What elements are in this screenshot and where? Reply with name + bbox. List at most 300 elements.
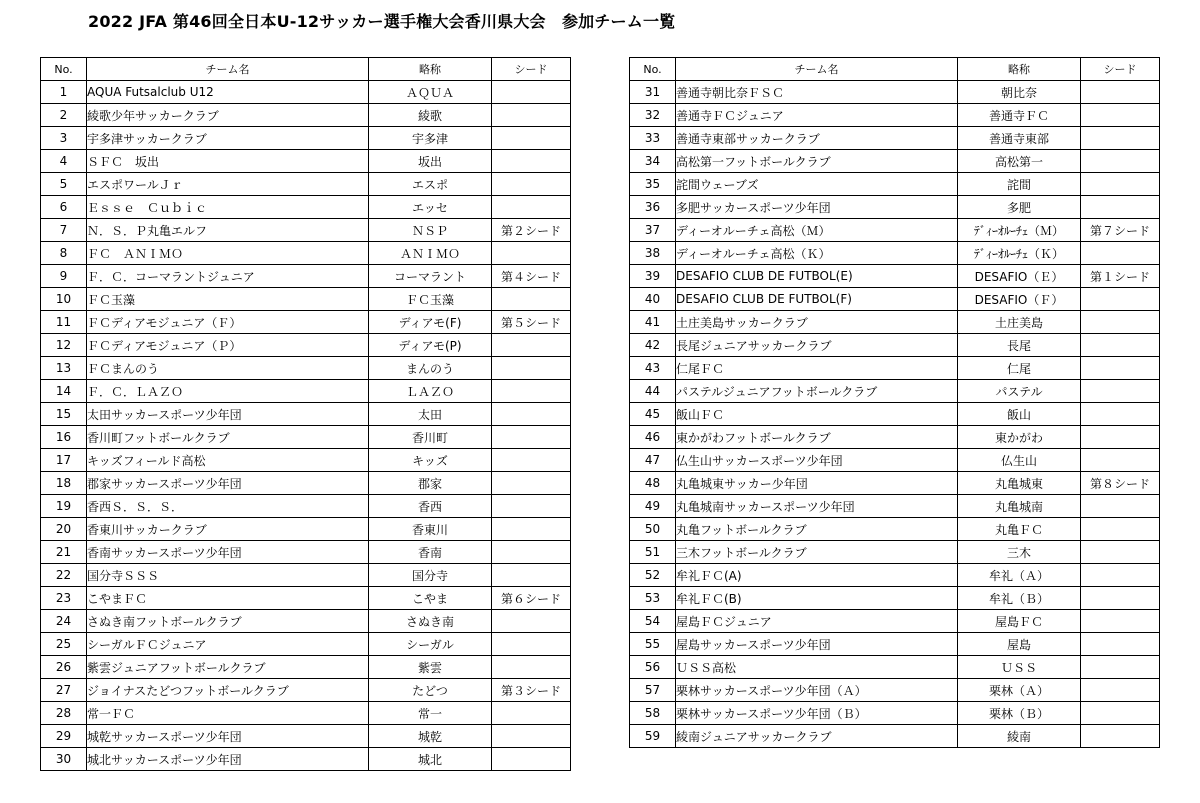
table-row — [630, 81, 1160, 104]
team-name: こやまＦＣ — [87, 587, 369, 610]
seed-label — [1081, 311, 1160, 334]
team-name: 綾歌少年サッカークラブ — [87, 104, 369, 127]
team-name: 仁尾ＦＣ — [676, 357, 958, 380]
table-row — [630, 242, 1160, 265]
seed-label: 第７シード — [1081, 219, 1160, 242]
team-name: 郡家サッカースポーツ少年団 — [87, 472, 369, 495]
seed-label — [1081, 518, 1160, 541]
table-row — [630, 725, 1160, 748]
seed-label — [492, 357, 571, 380]
team-number: 58 — [630, 702, 676, 725]
team-abbreviation: ＡＱＵＡ — [369, 81, 492, 104]
seed-label — [492, 334, 571, 357]
team-abbreviation: 香西 — [369, 495, 492, 518]
team-abbreviation: 仏生山 — [958, 449, 1081, 472]
team-abbreviation: 城北 — [369, 748, 492, 771]
team-number: 4 — [41, 150, 87, 173]
seed-label — [492, 81, 571, 104]
table-row — [630, 656, 1160, 679]
team-name: DESAFIO CLUB DE FUTBOL(E) — [676, 265, 958, 288]
team-number: 34 — [630, 150, 676, 173]
team-abbreviation: 仁尾 — [958, 357, 1081, 380]
seed-label — [492, 656, 571, 679]
seed-label — [1081, 633, 1160, 656]
seed-label: 第４シード — [492, 265, 571, 288]
team-abbreviation: 東かがわ — [958, 426, 1081, 449]
header-abbreviation: 略称 — [369, 58, 492, 81]
team-name: エスポワールＪｒ — [87, 173, 369, 196]
seed-label — [492, 748, 571, 771]
team-name: 飯山ＦＣ — [676, 403, 958, 426]
table-row — [41, 357, 571, 380]
team-name: 丸亀城南サッカースポーツ少年団 — [676, 495, 958, 518]
seed-label — [1081, 173, 1160, 196]
team-number: 57 — [630, 679, 676, 702]
team-name: ＦＣ ＡＮＩＭＯ — [87, 242, 369, 265]
team-number: 48 — [630, 472, 676, 495]
team-name: ＦＣまんのう — [87, 357, 369, 380]
team-abbreviation: 丸亀城東 — [958, 472, 1081, 495]
team-name: 丸亀フットボールクラブ — [676, 518, 958, 541]
team-number: 20 — [41, 518, 87, 541]
seed-label — [492, 541, 571, 564]
team-abbreviation: DESAFIO（Ｅ） — [958, 265, 1081, 288]
team-number: 36 — [630, 196, 676, 219]
team-abbreviation: 三木 — [958, 541, 1081, 564]
table-row — [630, 449, 1160, 472]
seed-label — [492, 518, 571, 541]
team-name: 仏生山サッカースポーツ少年団 — [676, 449, 958, 472]
table-row — [41, 633, 571, 656]
team-number: 22 — [41, 564, 87, 587]
table-row — [630, 541, 1160, 564]
table-row — [41, 311, 571, 334]
team-number: 44 — [630, 380, 676, 403]
seed-label: 第３シード — [492, 679, 571, 702]
team-abbreviation: 紫雲 — [369, 656, 492, 679]
team-abbreviation: 多肥 — [958, 196, 1081, 219]
team-table-body-right — [630, 81, 1160, 748]
team-name: 丸亀城東サッカー少年団 — [676, 472, 958, 495]
seed-label — [1081, 679, 1160, 702]
team-name: 牟礼ＦＣ(B) — [676, 587, 958, 610]
seed-label: 第６シード — [492, 587, 571, 610]
seed-label — [492, 288, 571, 311]
team-abbreviation: 長尾 — [958, 334, 1081, 357]
table-row — [630, 518, 1160, 541]
table-row — [630, 196, 1160, 219]
team-number: 12 — [41, 334, 87, 357]
team-number: 52 — [630, 564, 676, 587]
team-number: 29 — [41, 725, 87, 748]
team-abbreviation: ＡＮＩＭＯ — [369, 242, 492, 265]
team-name: 三木フットボールクラブ — [676, 541, 958, 564]
team-abbreviation: 国分寺 — [369, 564, 492, 587]
team-number: 32 — [630, 104, 676, 127]
team-table-body-left — [41, 81, 571, 771]
seed-label — [1081, 725, 1160, 748]
team-name: さぬき南フットボールクラブ — [87, 610, 369, 633]
team-abbreviation: 屋島ＦＣ — [958, 610, 1081, 633]
table-row — [630, 288, 1160, 311]
team-name: 善通寺東部サッカークラブ — [676, 127, 958, 150]
team-name: 土庄美島サッカークラブ — [676, 311, 958, 334]
team-number: 27 — [41, 679, 87, 702]
table-row — [630, 380, 1160, 403]
team-abbreviation: さぬき南 — [369, 610, 492, 633]
team-number: 14 — [41, 380, 87, 403]
team-name: ディーオルーチェ高松（Ｋ） — [676, 242, 958, 265]
team-number: 3 — [41, 127, 87, 150]
team-name: 城北サッカースポーツ少年団 — [87, 748, 369, 771]
team-abbreviation: こやま — [369, 587, 492, 610]
team-table-left — [40, 57, 571, 771]
table-row — [630, 403, 1160, 426]
team-abbreviation: 土庄美島 — [958, 311, 1081, 334]
seed-label — [1081, 702, 1160, 725]
team-name: 屋島サッカースポーツ少年団 — [676, 633, 958, 656]
seed-label — [492, 610, 571, 633]
seed-label — [1081, 541, 1160, 564]
seed-label — [1081, 242, 1160, 265]
team-name: パステルジュニアフットボールクラブ — [676, 380, 958, 403]
table-row — [41, 472, 571, 495]
team-abbreviation: ディアモ(F) — [369, 311, 492, 334]
header-team-name: チーム名 — [676, 58, 958, 81]
team-name: 高松第一フットボールクラブ — [676, 150, 958, 173]
team-name: 香川町フットボールクラブ — [87, 426, 369, 449]
team-name: 綾南ジュニアサッカークラブ — [676, 725, 958, 748]
seed-label — [1081, 449, 1160, 472]
team-number: 10 — [41, 288, 87, 311]
team-name: AQUA Futsalclub U12 — [87, 81, 369, 104]
seed-label — [1081, 495, 1160, 518]
team-abbreviation: ＬＡＺＯ — [369, 380, 492, 403]
seed-label — [1081, 610, 1160, 633]
table-row — [41, 702, 571, 725]
seed-label — [1081, 587, 1160, 610]
seed-label — [492, 104, 571, 127]
team-name: ディーオルーチェ高松（Ｍ） — [676, 219, 958, 242]
team-number: 9 — [41, 265, 87, 288]
team-abbreviation: 栗林（Ａ） — [958, 679, 1081, 702]
seed-label — [492, 127, 571, 150]
team-number: 54 — [630, 610, 676, 633]
team-abbreviation: コーマラント — [369, 265, 492, 288]
team-abbreviation: 詫間 — [958, 173, 1081, 196]
seed-label — [1081, 196, 1160, 219]
team-name: 香東川サッカークラブ — [87, 518, 369, 541]
team-abbreviation: 香川町 — [369, 426, 492, 449]
table-row — [630, 587, 1160, 610]
seed-label — [1081, 403, 1160, 426]
team-name: DESAFIO CLUB DE FUTBOL(F) — [676, 288, 958, 311]
team-abbreviation: 高松第一 — [958, 150, 1081, 173]
seed-label — [492, 449, 571, 472]
team-abbreviation: 善通寺東部 — [958, 127, 1081, 150]
team-abbreviation: キッズ — [369, 449, 492, 472]
table-row — [41, 173, 571, 196]
team-abbreviation: 丸亀ＦＣ — [958, 518, 1081, 541]
seed-label — [492, 426, 571, 449]
team-abbreviation: 丸亀城南 — [958, 495, 1081, 518]
team-name: Ｆ．Ｃ．ＬＡＺＯ — [87, 380, 369, 403]
team-name: 牟礼ＦＣ(A) — [676, 564, 958, 587]
team-number: 59 — [630, 725, 676, 748]
team-name: 太田サッカースポーツ少年団 — [87, 403, 369, 426]
seed-label — [492, 633, 571, 656]
team-abbreviation: エスポ — [369, 173, 492, 196]
team-abbreviation: 坂出 — [369, 150, 492, 173]
table-row — [41, 288, 571, 311]
team-name: 国分寺ＳＳＳ — [87, 564, 369, 587]
team-abbreviation: たどつ — [369, 679, 492, 702]
team-number: 39 — [630, 265, 676, 288]
team-name: 詫間ウェーブズ — [676, 173, 958, 196]
team-number: 11 — [41, 311, 87, 334]
team-number: 23 — [41, 587, 87, 610]
team-name: ＦＣ玉藻 — [87, 288, 369, 311]
team-name: ＦＣディアモジュニア（Ｆ） — [87, 311, 369, 334]
table-row — [630, 702, 1160, 725]
team-abbreviation: 綾南 — [958, 725, 1081, 748]
team-number: 43 — [630, 357, 676, 380]
team-name: ＦＣディアモジュニア（Ｐ） — [87, 334, 369, 357]
table-row — [630, 104, 1160, 127]
team-number: 49 — [630, 495, 676, 518]
team-abbreviation: ディアモ(P) — [369, 334, 492, 357]
table-row — [41, 541, 571, 564]
table-row — [41, 380, 571, 403]
seed-label — [492, 702, 571, 725]
table-row — [41, 495, 571, 518]
seed-label — [492, 196, 571, 219]
team-number: 8 — [41, 242, 87, 265]
team-table-right — [629, 57, 1160, 748]
team-number: 46 — [630, 426, 676, 449]
seed-label — [1081, 104, 1160, 127]
table-row — [630, 334, 1160, 357]
team-number: 15 — [41, 403, 87, 426]
table-row — [41, 219, 571, 242]
team-name: 屋島ＦＣジュニア — [676, 610, 958, 633]
seed-label: 第２シード — [492, 219, 571, 242]
team-name: 香南サッカースポーツ少年団 — [87, 541, 369, 564]
team-name: 香西Ｓ．Ｓ．Ｓ． — [87, 495, 369, 518]
team-number: 25 — [41, 633, 87, 656]
team-number: 51 — [630, 541, 676, 564]
header-seed: シード — [492, 58, 571, 81]
table-row — [630, 564, 1160, 587]
team-name: 善通寺朝比奈ＦＳＣ — [676, 81, 958, 104]
team-name: 紫雲ジュニアフットボールクラブ — [87, 656, 369, 679]
table-row — [41, 265, 571, 288]
seed-label — [492, 403, 571, 426]
team-abbreviation: 綾歌 — [369, 104, 492, 127]
team-name: キッズフィールド高松 — [87, 449, 369, 472]
table-row — [630, 633, 1160, 656]
table-row — [41, 196, 571, 219]
team-abbreviation: ＦＣ玉藻 — [369, 288, 492, 311]
team-number: 47 — [630, 449, 676, 472]
team-number: 1 — [41, 81, 87, 104]
team-number: 2 — [41, 104, 87, 127]
team-name: 東かがわフットボールクラブ — [676, 426, 958, 449]
header-no: No. — [630, 58, 676, 81]
seed-label: 第８シード — [1081, 472, 1160, 495]
table-row — [630, 265, 1160, 288]
table-row — [41, 403, 571, 426]
table-row — [41, 518, 571, 541]
header-row — [630, 58, 1160, 81]
table-row — [630, 610, 1160, 633]
table-row — [630, 472, 1160, 495]
table-row — [630, 357, 1160, 380]
team-number: 37 — [630, 219, 676, 242]
seed-label — [492, 495, 571, 518]
header-abbreviation: 略称 — [958, 58, 1081, 81]
team-abbreviation: DESAFIO（Ｆ） — [958, 288, 1081, 311]
team-abbreviation: ＵＳＳ — [958, 656, 1081, 679]
table-row — [630, 426, 1160, 449]
table-row — [41, 334, 571, 357]
team-number: 21 — [41, 541, 87, 564]
team-number: 53 — [630, 587, 676, 610]
team-number: 38 — [630, 242, 676, 265]
team-name: 城乾サッカースポーツ少年団 — [87, 725, 369, 748]
team-number: 50 — [630, 518, 676, 541]
table-row — [41, 242, 571, 265]
team-number: 6 — [41, 196, 87, 219]
seed-label: 第１シード — [1081, 265, 1160, 288]
team-abbreviation: 栗林（Ｂ） — [958, 702, 1081, 725]
table-row — [41, 426, 571, 449]
table-row — [630, 150, 1160, 173]
team-abbreviation: 宇多津 — [369, 127, 492, 150]
team-name: 善通寺ＦＣジュニア — [676, 104, 958, 127]
header-no: No. — [41, 58, 87, 81]
seed-label — [1081, 127, 1160, 150]
seed-label — [492, 150, 571, 173]
seed-label — [1081, 334, 1160, 357]
team-number: 18 — [41, 472, 87, 495]
team-name: 多肥サッカースポーツ少年団 — [676, 196, 958, 219]
team-abbreviation: 常一 — [369, 702, 492, 725]
team-number: 33 — [630, 127, 676, 150]
team-abbreviation: 香東川 — [369, 518, 492, 541]
team-number: 28 — [41, 702, 87, 725]
seed-label — [492, 564, 571, 587]
team-abbreviation: 善通寺ＦＣ — [958, 104, 1081, 127]
page-title: 2022 JFA 第46回全日本U-12サッカー選手権大会香川県大会 参加チーム一覧 — [88, 12, 676, 31]
team-abbreviation: エッセ — [369, 196, 492, 219]
table-row — [41, 656, 571, 679]
seed-label: 第５シード — [492, 311, 571, 334]
team-name: シーガルＦＣジュニア — [87, 633, 369, 656]
table-row — [630, 679, 1160, 702]
team-abbreviation: シーガル — [369, 633, 492, 656]
team-number: 45 — [630, 403, 676, 426]
team-number: 41 — [630, 311, 676, 334]
table-row — [41, 150, 571, 173]
seed-label — [492, 725, 571, 748]
team-abbreviation: 飯山 — [958, 403, 1081, 426]
team-name: Ｅｓｓｅ Ｃｕｂｉｃ — [87, 196, 369, 219]
team-number: 17 — [41, 449, 87, 472]
team-abbreviation: 郡家 — [369, 472, 492, 495]
table-row — [630, 495, 1160, 518]
team-name: 常一ＦＣ — [87, 702, 369, 725]
team-number: 30 — [41, 748, 87, 771]
seed-label — [492, 380, 571, 403]
seed-label — [1081, 426, 1160, 449]
seed-label — [1081, 656, 1160, 679]
team-abbreviation: 香南 — [369, 541, 492, 564]
seed-label — [492, 173, 571, 196]
seed-label — [1081, 380, 1160, 403]
team-name: ＵＳＳ高松 — [676, 656, 958, 679]
table-row — [41, 610, 571, 633]
header-team-name: チーム名 — [87, 58, 369, 81]
team-number: 7 — [41, 219, 87, 242]
seed-label — [1081, 288, 1160, 311]
team-number: 55 — [630, 633, 676, 656]
team-number: 40 — [630, 288, 676, 311]
seed-label — [492, 242, 571, 265]
table-row — [41, 104, 571, 127]
table-row — [41, 81, 571, 104]
team-number: 5 — [41, 173, 87, 196]
table-row — [630, 311, 1160, 334]
team-number: 13 — [41, 357, 87, 380]
team-name: ＳＦＣ 坂出 — [87, 150, 369, 173]
team-number: 16 — [41, 426, 87, 449]
table-row — [41, 725, 571, 748]
team-abbreviation: 牟礼（Ｂ） — [958, 587, 1081, 610]
header-row — [41, 58, 571, 81]
team-abbreviation: ﾃﾞｨｰｵﾙｰﾁｪ（Ｋ） — [958, 242, 1081, 265]
table-row — [41, 564, 571, 587]
team-abbreviation: 牟礼（Ａ） — [958, 564, 1081, 587]
team-number: 56 — [630, 656, 676, 679]
team-number: 31 — [630, 81, 676, 104]
team-abbreviation: まんのう — [369, 357, 492, 380]
header-seed: シード — [1081, 58, 1160, 81]
table-row — [41, 127, 571, 150]
table-row — [41, 449, 571, 472]
team-name: Ｆ．Ｃ．コーマラントジュニア — [87, 265, 369, 288]
team-name: ジョイナスたどつフットボールクラブ — [87, 679, 369, 702]
table-row — [41, 587, 571, 610]
team-abbreviation: 城乾 — [369, 725, 492, 748]
team-abbreviation: 朝比奈 — [958, 81, 1081, 104]
team-abbreviation: ＮＳＰ — [369, 219, 492, 242]
team-abbreviation: 太田 — [369, 403, 492, 426]
table-row — [630, 127, 1160, 150]
seed-label — [1081, 150, 1160, 173]
seed-label — [492, 472, 571, 495]
team-abbreviation: パステル — [958, 380, 1081, 403]
team-name: Ｎ．Ｓ．Ｐ丸亀エルフ — [87, 219, 369, 242]
table-row — [630, 219, 1160, 242]
seed-label — [1081, 357, 1160, 380]
table-row — [630, 173, 1160, 196]
team-name: 長尾ジュニアサッカークラブ — [676, 334, 958, 357]
table-row — [41, 679, 571, 702]
team-abbreviation: ﾃﾞｨｰｵﾙｰﾁｪ（Ｍ） — [958, 219, 1081, 242]
seed-label — [1081, 81, 1160, 104]
seed-label — [1081, 564, 1160, 587]
